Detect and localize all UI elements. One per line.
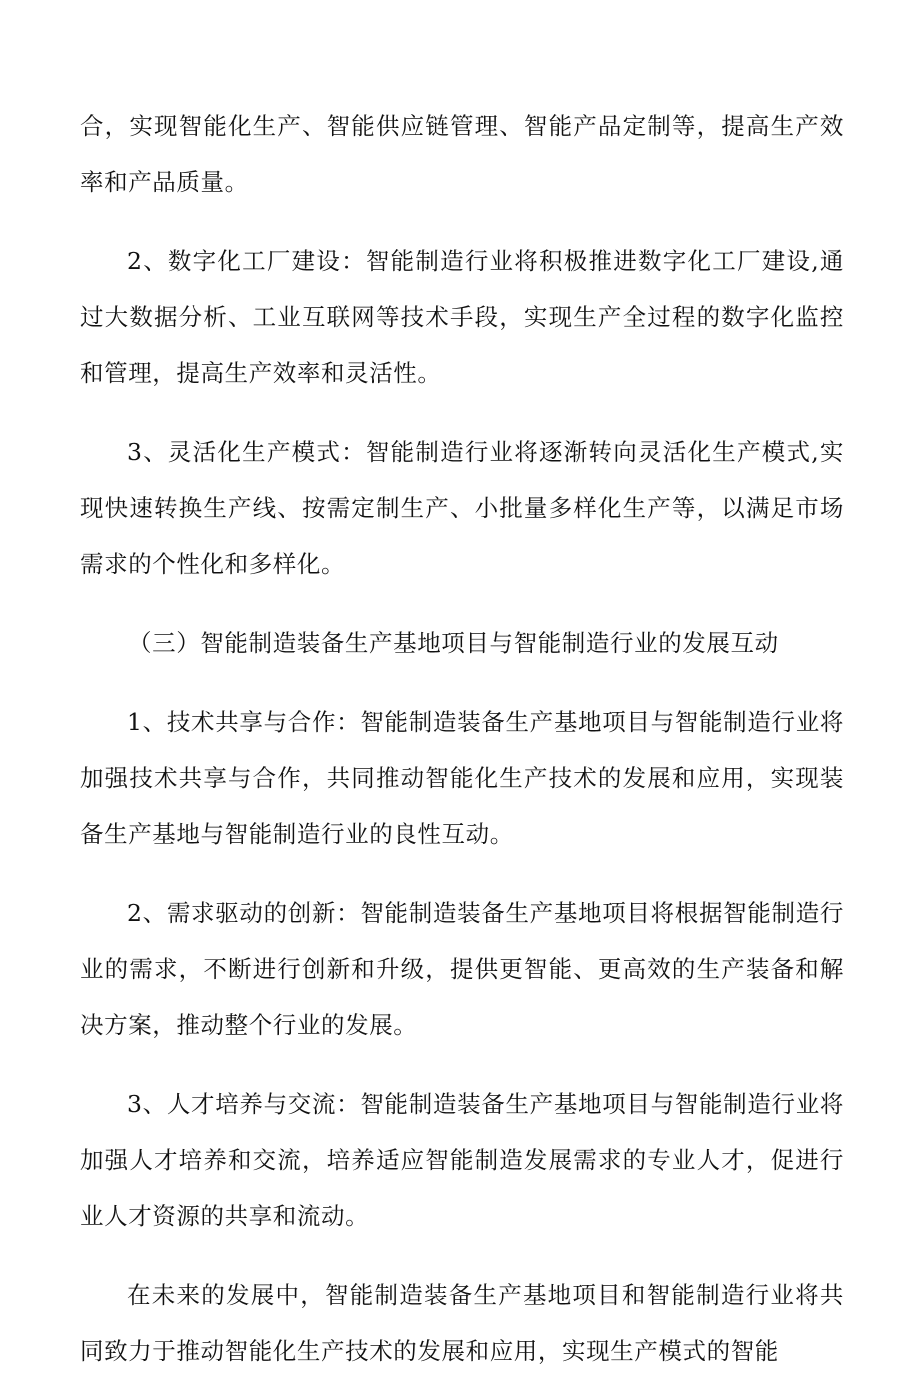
paragraph-future-development: 在未来的发展中，智能制造装备生产基地项目和智能制造行业将共同致力于推动智能化生产技术的发展和应用，实现生产模式的智能 <box>80 1281 844 1365</box>
paragraph-gap <box>80 401 844 424</box>
paragraph-gap <box>80 210 844 233</box>
paragraph-continuation: 合，实现智能化生产、智能供应链管理、智能产品定制等，提高生产效率和产品质量。 <box>80 112 844 196</box>
paragraph-gap <box>80 1053 844 1076</box>
paragraph-tech-sharing: 1、技术共享与合作：智能制造装备生产基地项目与智能制造行业将加强技术共享与合作，共同推动智能化生产技术的发展和应用，实现装备生产基地与智能制造行业的良性互动。 <box>80 708 844 848</box>
paragraph-digital-factory: 2、数字化工厂建设：智能制造行业将积极推进数字化工厂建设,通过大数据分析、工业互联网等技术手段，实现生产全过程的数字化监控和管理，提高生产效率和灵活性。 <box>80 247 844 387</box>
paragraph-gap <box>80 1244 844 1267</box>
paragraph-flexible-production: 3、灵活化生产模式：智能制造行业将逐渐转向灵活化生产模式,实现快速转换生产线、按需定制生产、小批量多样化生产等，以满足市场需求的个性化和多样化。 <box>80 438 844 578</box>
paragraph-gap <box>80 862 844 885</box>
paragraph-gap <box>80 671 844 694</box>
paragraph-demand-innovation: 2、需求驱动的创新：智能制造装备生产基地项目将根据智能制造行业的需求，不断进行创新和升级，提供更智能、更高效的生产装备和解决方案，推动整个行业的发展。 <box>80 899 844 1039</box>
section-heading: （三）智能制造装备生产基地项目与智能制造行业的发展互动 <box>128 629 779 657</box>
paragraph-gap <box>80 592 844 615</box>
paragraph-talent-training: 3、人才培养与交流：智能制造装备生产基地项目与智能制造行业将加强人才培养和交流，培养适应智能制造发展需求的专业人才，促进行业人才资源的共享和流动。 <box>80 1090 844 1230</box>
